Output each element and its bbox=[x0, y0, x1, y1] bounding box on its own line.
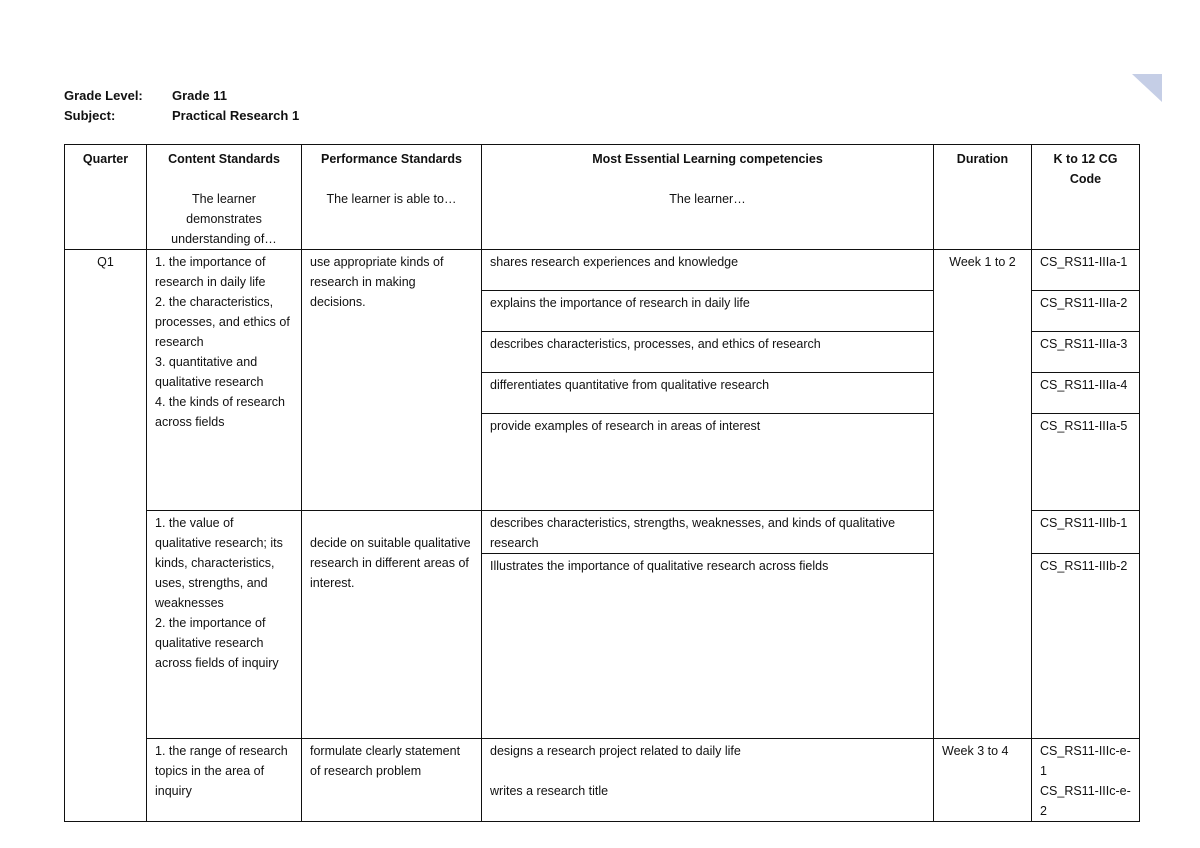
subject-row bbox=[64, 106, 299, 126]
content-item: 1. the value of qualitative research; its kinds, characteristics, uses, strengths, and weaknesses bbox=[155, 516, 283, 610]
competencies-sub: The learner… bbox=[669, 192, 746, 206]
duration-cell: Week 1 to 2 bbox=[934, 250, 1032, 739]
quarter-cell: Q1 bbox=[65, 250, 147, 822]
document-header bbox=[64, 86, 299, 126]
competency-cell: shares research experiences and knowledge bbox=[482, 250, 934, 291]
header-content-standards: Content Standards The learner demonstrates understanding of… bbox=[147, 145, 302, 250]
header-duration: Duration bbox=[934, 145, 1032, 250]
header-competencies: Most Essential Learning competencies The learner… bbox=[482, 145, 934, 250]
code-cell: CS_RS11-IIIa-3 bbox=[1032, 332, 1140, 373]
content-standards-cell bbox=[147, 511, 302, 739]
duration-cell: Week 3 to 4 bbox=[934, 739, 1032, 822]
grade-level-label: Grade Level: bbox=[64, 88, 143, 103]
content-item: 2. the importance of qualitative research across fields of inquiry bbox=[155, 616, 279, 670]
melc-table bbox=[64, 144, 1140, 822]
header-code: K to 12 CG Code bbox=[1032, 145, 1140, 250]
performance-standards-cell: formulate clearly statement of research problem bbox=[302, 739, 482, 822]
table-row bbox=[65, 739, 1140, 822]
content-standards-sub: The learner demonstrates understanding of… bbox=[171, 192, 277, 246]
competency-cell: explains the importance of research in daily life bbox=[482, 291, 934, 332]
page-corner-mark bbox=[1132, 74, 1162, 102]
code-item: CS_RS11-IIIc-e-2 bbox=[1040, 784, 1131, 818]
code-cell: CS_RS11-IIIa-4 bbox=[1032, 373, 1140, 414]
code-cell: CS_RS11-IIIa-5 bbox=[1032, 414, 1140, 511]
code-cell: CS_RS11-IIIb-1 bbox=[1032, 511, 1140, 554]
header-performance-standards: Performance Standards The learner is able to… bbox=[302, 145, 482, 250]
grade-level-value: Grade 11 bbox=[172, 88, 227, 103]
code-item: CS_RS11-IIIc-e-1 bbox=[1040, 744, 1131, 778]
grade-level-row bbox=[64, 86, 299, 106]
competency-cell: provide examples of research in areas of interest bbox=[482, 414, 934, 511]
code-cell: CS_RS11-IIIa-2 bbox=[1032, 291, 1140, 332]
performance-standards-cell: use appropriate kinds of research in making decisions. bbox=[302, 250, 482, 511]
code-cell: CS_RS11-IIIb-2 bbox=[1032, 554, 1140, 739]
subject-label: Subject: bbox=[64, 108, 116, 123]
code-cell bbox=[1032, 739, 1140, 822]
code-cell: CS_RS11-IIIa-1 bbox=[1032, 250, 1140, 291]
competency-cell: describes characteristics, strengths, weaknesses, and kinds of qualitative research bbox=[482, 511, 934, 554]
competency-cell: Illustrates the importance of qualitative research across fields bbox=[482, 554, 934, 739]
header-quarter: Quarter bbox=[65, 145, 147, 250]
competency-cell: differentiates quantitative from qualitative research bbox=[482, 373, 934, 414]
competency-item: designs a research project related to daily life bbox=[490, 744, 741, 758]
content-item: 4. the kinds of research across fields bbox=[155, 395, 285, 429]
content-standards-cell: 1. the range of research topics in the area of inquiry bbox=[147, 739, 302, 822]
competency-cell: describes characteristics, processes, and ethics of research bbox=[482, 332, 934, 373]
content-item: 1. the importance of research in daily life bbox=[155, 255, 266, 289]
subject-value: Practical Research 1 bbox=[172, 108, 300, 123]
competency-cell bbox=[482, 739, 934, 822]
competency-item: writes a research title bbox=[490, 784, 609, 798]
table-row bbox=[65, 250, 1140, 291]
header-row bbox=[65, 145, 1140, 250]
content-item: 2. the characteristics, processes, and ethics of research bbox=[155, 295, 290, 349]
performance-standards-cell: decide on suitable qualitative research in different areas of interest. bbox=[302, 511, 482, 739]
content-item: 3. quantitative and qualitative research bbox=[155, 355, 264, 389]
performance-standards-sub: The learner is able to… bbox=[326, 192, 457, 206]
content-standards-cell bbox=[147, 250, 302, 511]
